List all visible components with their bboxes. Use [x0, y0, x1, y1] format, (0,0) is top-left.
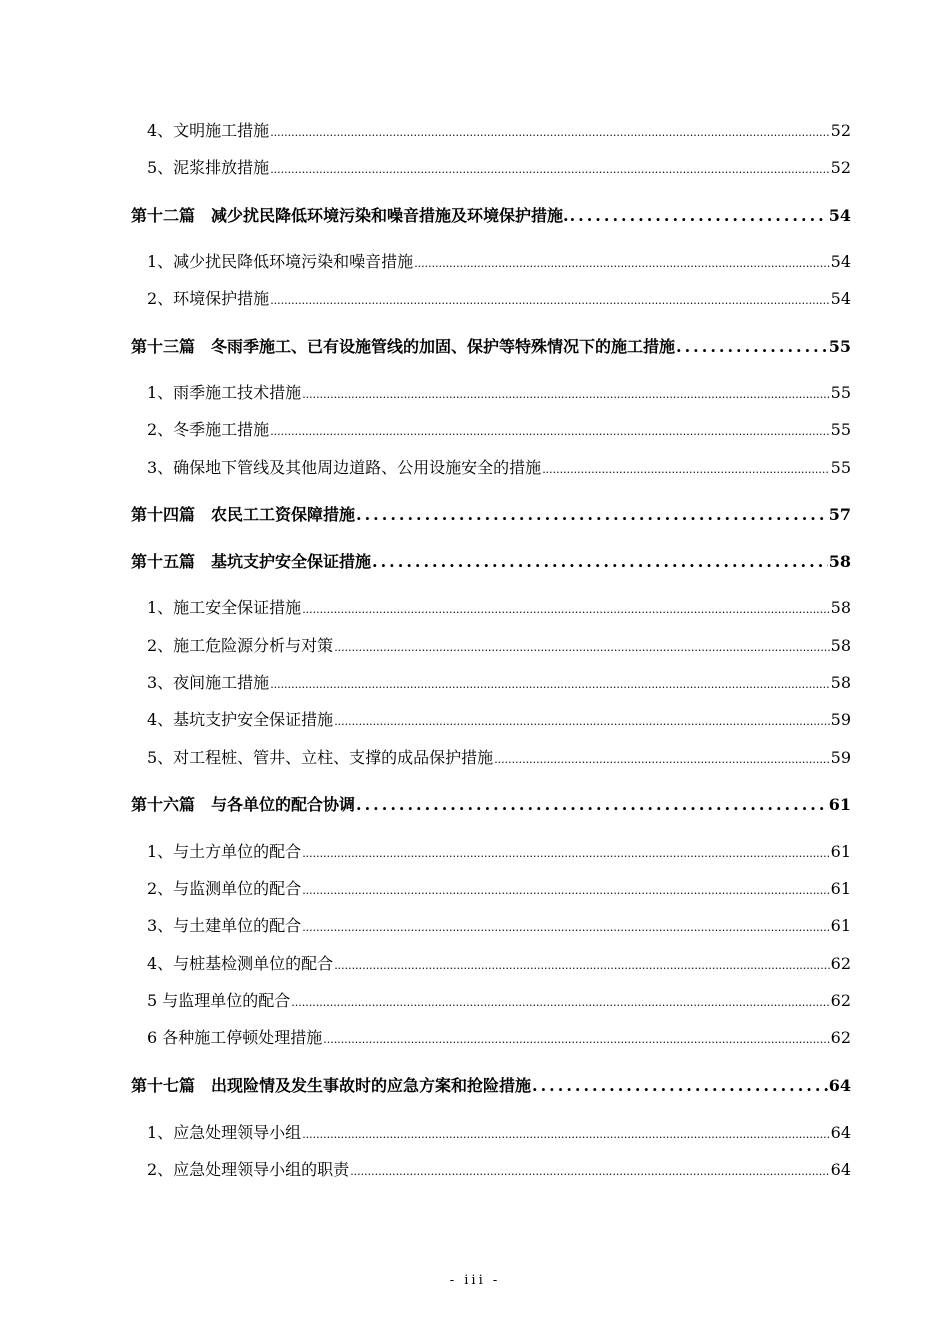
toc-entry-title: 4、基坑支护安全保证措施 — [147, 710, 334, 729]
toc-page-number: 58 — [830, 598, 851, 617]
toc-leader-dots — [302, 1123, 829, 1147]
toc-page-number: 59 — [830, 710, 851, 729]
toc-entry-title: 1、应急处理领导小组 — [147, 1123, 302, 1142]
toc-entry-title — [131, 335, 675, 359]
toc-page-number: 55 — [830, 383, 851, 402]
toc-section-entry[interactable] — [147, 914, 851, 938]
toc-chapter-number: 第十六篇 — [131, 795, 196, 814]
toc-section-entry[interactable] — [147, 1121, 851, 1145]
toc-leader-dots — [291, 991, 829, 1015]
toc-entry-title: 5 与监理单位的配合 — [147, 991, 291, 1010]
toc-page-number: 54 — [830, 252, 851, 271]
toc-chapter-entry[interactable] — [131, 1074, 851, 1098]
toc-leader-dots — [270, 420, 829, 444]
toc-entry-title: 3、夜间施工措施 — [147, 673, 270, 692]
toc-chapter-title: 出现险情及发生事故时的应急方案和抢险措施 — [211, 1076, 532, 1095]
toc-leader-dots — [302, 879, 829, 903]
toc-entry-title: 2、环境保护措施 — [147, 289, 270, 308]
toc-chapter-entry[interactable] — [131, 335, 851, 359]
toc-entry-title: 5、泥浆排放措施 — [147, 158, 270, 177]
toc-section-entry[interactable] — [147, 1158, 851, 1182]
page-number-footer: - iii - — [449, 1273, 501, 1288]
toc-page-number: 61 — [828, 795, 851, 814]
toc-entry-title — [131, 1074, 531, 1098]
toc-section-entry[interactable] — [147, 952, 851, 976]
toc-leader-dots — [334, 710, 829, 734]
toc-section-entry[interactable] — [147, 746, 851, 770]
toc-section-entry[interactable] — [147, 250, 851, 274]
toc-chapter-entry[interactable] — [131, 204, 851, 228]
toc-entry-title: 3、确保地下管线及其他周边道路、公用设施安全的措施 — [147, 458, 542, 477]
toc-page-number: 52 — [830, 158, 851, 177]
toc-page-number: 58 — [830, 636, 851, 655]
toc-section-entry[interactable] — [147, 840, 851, 864]
toc-page-number: 57 — [828, 505, 851, 524]
toc-leader-dots — [372, 550, 828, 574]
toc-leader-dots — [676, 335, 828, 359]
toc-page-number: 61 — [830, 916, 851, 935]
toc-leader-dots — [302, 598, 829, 622]
toc-leader-dots — [356, 503, 828, 527]
toc-entry-title: 4、文明施工措施 — [147, 121, 270, 140]
toc-entry-title: 2、应急处理领导小组的职责 — [147, 1160, 350, 1179]
toc-section-entry[interactable] — [147, 596, 851, 620]
toc-page-number: 64 — [830, 1160, 851, 1179]
toc-entry-title: 1、雨季施工技术措施 — [147, 383, 302, 402]
toc-chapter-title: 冬雨季施工、已有设施管线的加固、保护等特殊情况下的施工措施 — [211, 337, 676, 356]
toc-leader-dots — [356, 793, 828, 817]
toc-page-number: 62 — [830, 954, 851, 973]
toc-leader-dots — [302, 916, 829, 940]
toc-leader-dots — [532, 1074, 828, 1098]
toc-entry-title — [131, 204, 569, 228]
toc-entry-title — [131, 793, 355, 817]
toc-page-number: 55 — [830, 458, 851, 477]
toc-leader-dots — [302, 383, 829, 407]
toc-chapter-entry[interactable] — [131, 793, 851, 817]
toc-entry-title: 2、冬季施工措施 — [147, 420, 270, 439]
toc-page-number: 62 — [830, 991, 851, 1010]
toc-page-number: 61 — [830, 842, 851, 861]
toc-leader-dots — [334, 954, 829, 978]
toc-page-number: 54 — [828, 206, 851, 225]
toc-chapter-title: 减少扰民降低环境污染和噪音措施及环境保护措施. — [211, 206, 569, 225]
toc-chapter-entry[interactable] — [131, 550, 851, 574]
toc-page-number: 55 — [828, 337, 851, 356]
toc-page-number: 58 — [828, 552, 851, 571]
toc-section-entry[interactable] — [147, 634, 851, 658]
toc-leader-dots — [323, 1028, 829, 1052]
toc-chapter-entry[interactable] — [131, 503, 851, 527]
toc-entry-title: 2、施工危险源分析与对策 — [147, 636, 334, 655]
toc-leader-dots — [270, 158, 829, 182]
toc-section-entry[interactable] — [147, 156, 851, 180]
toc-section-entry[interactable] — [147, 708, 851, 732]
toc-chapter-number: 第十四篇 — [131, 505, 196, 524]
toc-section-entry[interactable] — [147, 381, 851, 405]
toc-chapter-number: 第十七篇 — [131, 1076, 196, 1095]
toc-leader-dots — [334, 636, 829, 660]
toc-section-entry[interactable] — [147, 671, 851, 695]
toc-page-number: 61 — [830, 879, 851, 898]
toc-section-entry[interactable] — [147, 287, 851, 311]
toc-chapter-title: 农民工工资保障措施 — [211, 505, 356, 524]
toc-leader-dots — [570, 204, 828, 228]
toc-entry-title: 6 各种施工停顿处理措施 — [147, 1028, 323, 1047]
toc-entry-title: 1、与土方单位的配合 — [147, 842, 302, 861]
toc-leader-dots — [302, 842, 829, 866]
toc-leader-dots — [350, 1160, 829, 1184]
toc-page-number: 58 — [830, 673, 851, 692]
toc-page-number: 64 — [828, 1076, 851, 1095]
toc-page-number: 54 — [830, 289, 851, 308]
toc-chapter-title: 基坑支护安全保证措施 — [211, 552, 372, 571]
toc-page-number: 59 — [830, 748, 851, 767]
toc-entry-title: 3、与土建单位的配合 — [147, 916, 302, 935]
toc-entry-title: 1、施工安全保证措施 — [147, 598, 302, 617]
toc-leader-dots — [414, 252, 829, 276]
toc-chapter-title: 与各单位的配合协调 — [211, 795, 356, 814]
toc-chapter-number: 第十二篇 — [131, 206, 196, 225]
toc-entry-title — [131, 550, 371, 574]
toc-leader-dots — [270, 289, 829, 313]
toc-section-entry[interactable] — [147, 418, 851, 442]
toc-leader-dots — [270, 121, 829, 145]
toc-section-entry[interactable] — [147, 119, 851, 143]
toc-entry-title: 1、减少扰民降低环境污染和噪音措施 — [147, 252, 414, 271]
toc-page-number: 52 — [830, 121, 851, 140]
toc-leader-dots — [270, 673, 829, 697]
toc-entry-title: 5、对工程桩、管井、立柱、支撑的成品保护措施 — [147, 748, 494, 767]
toc-page-number: 62 — [830, 1028, 851, 1047]
toc-leader-dots — [542, 458, 829, 482]
toc-section-entry[interactable] — [147, 989, 851, 1013]
toc-section-entry[interactable] — [147, 877, 851, 901]
toc-leader-dots — [494, 748, 829, 772]
toc-section-entry[interactable] — [147, 1026, 851, 1050]
toc-page-number: 55 — [830, 420, 851, 439]
toc-chapter-number: 第十三篇 — [131, 337, 196, 356]
toc-entry-title — [131, 503, 355, 527]
toc-section-entry[interactable] — [147, 456, 851, 480]
toc-chapter-number: 第十五篇 — [131, 552, 196, 571]
toc-entry-title: 2、与监测单位的配合 — [147, 879, 302, 898]
toc-page-number: 64 — [830, 1123, 851, 1142]
toc-entry-title: 4、与桩基检测单位的配合 — [147, 954, 334, 973]
